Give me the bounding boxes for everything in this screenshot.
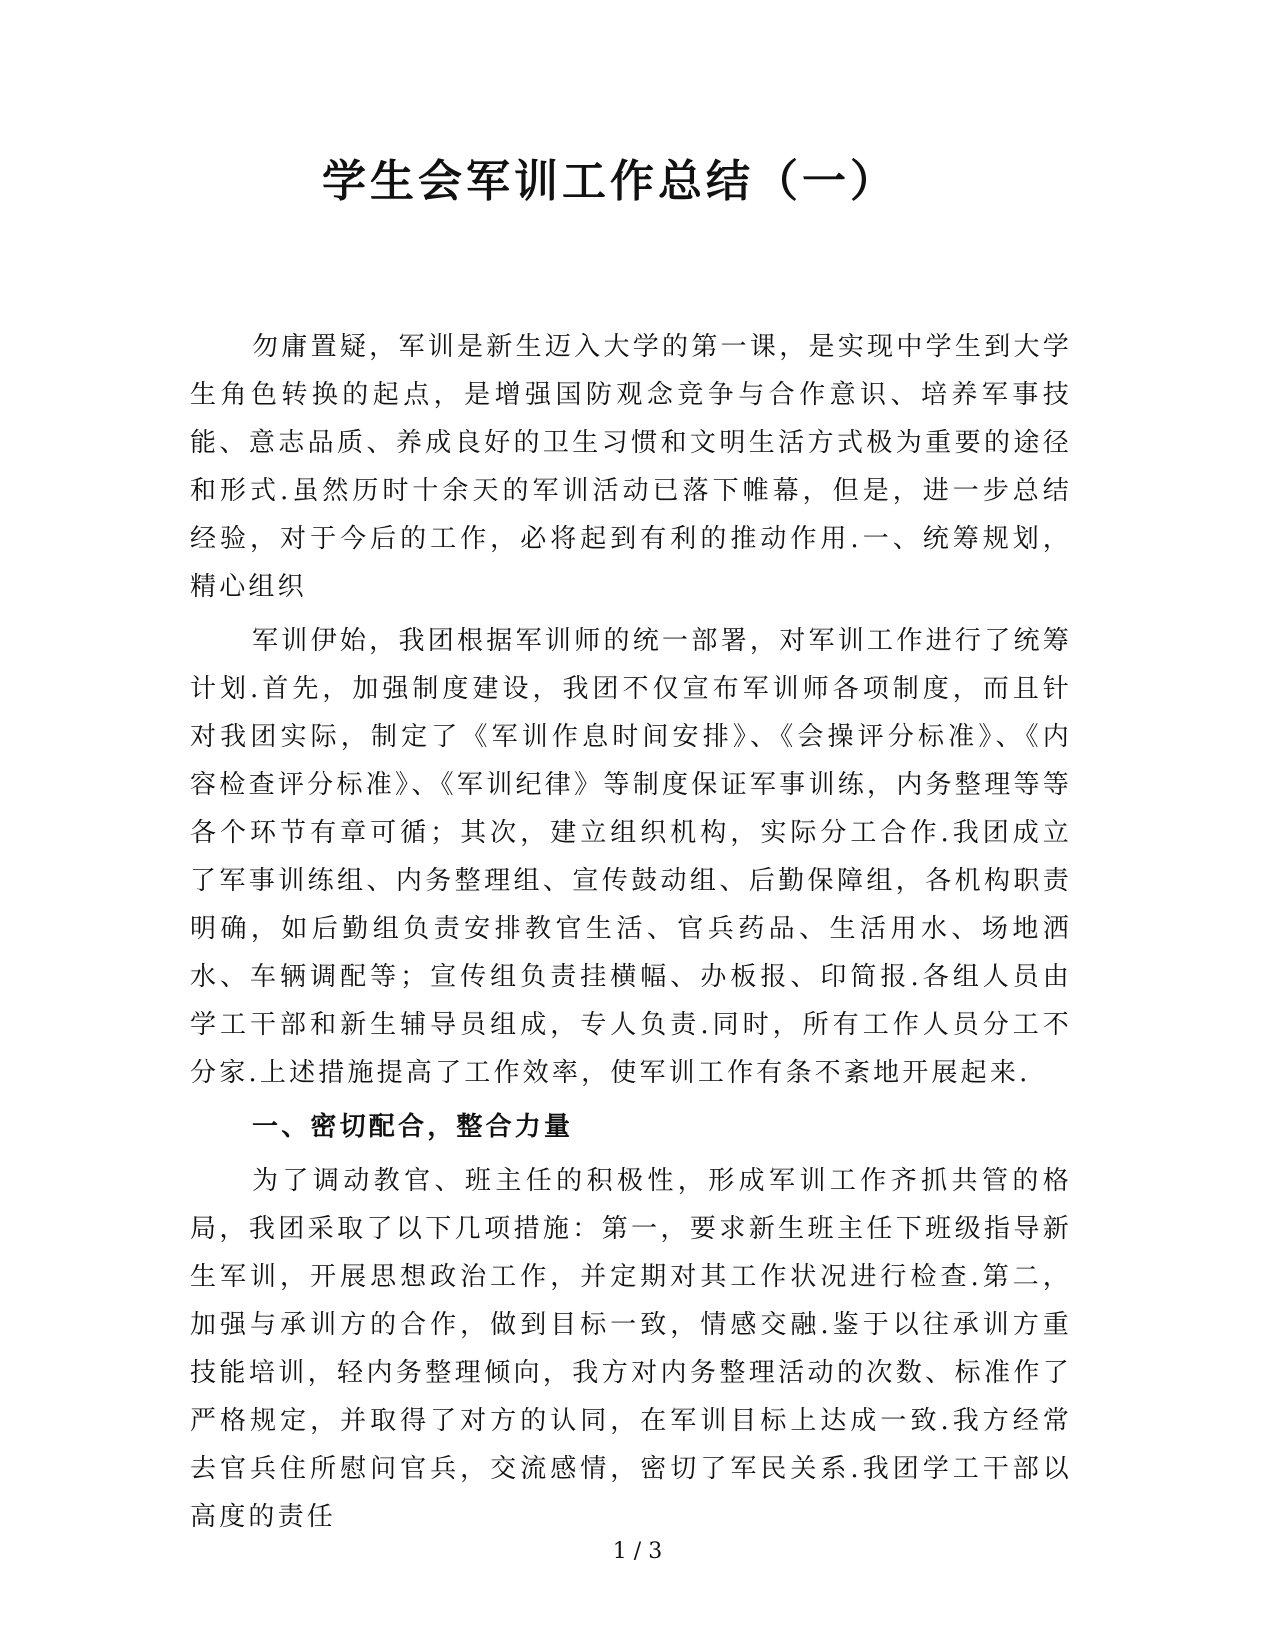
document-body [190, 323, 1072, 1547]
section-heading: 一、密切配合，整合力量 [252, 1112, 574, 1142]
paragraph-planning: 军训伊始，我团根据军训师的统一部署，对军训工作进行了统筹计划.首先，加强制度建设，我团不仅宣布军训师各项制度，而且针对我团实际，制定了《军训作息时间安排》、《会操评分标准》、《内容检查评分标准》、《军训纪律》等制度保证军事训练，内务整理等等各个环节有章可循；其次，建立组织机构，实际分工合作.我团成立了军事训练组、内务整理组、宣传鼓动组、后勤保障组，各机构职责明确，如后勤组负责安排教官生活、官兵药品、生活用水、场地洒水、车辆调配等；宣传组负责挂横幅、办板报、印简报.各组人员由学工干部和新生辅导员组成，专人负责.同时，所有工作人员分工不分家.上述措施提高了工作效率，使军训工作有条不紊地开展起来. [190, 626, 1072, 1088]
paragraph-intro: 勿庸置疑，军训是新生迈入大学的第一课，是实现中学生到大学生角色转换的起点，是增强国防观念竞争与合作意识、培养军事技能、意志品质、养成良好的卫生习惯和文明生活方式极为重要的途径和形式.虽然历时十余天的军训活动已落下帷幕，但是，进一步总结经验，对于今后的工作，必将起到有利的推动作用.一、统筹规划，精心组织 [190, 332, 1072, 602]
paragraph-cooperation: 为了调动教官、班主任的积极性，形成军训工作齐抓共管的格局，我团采取了以下几项措施：第一，要求新生班主任下班级指导新生军训，开展思想政治工作，并定期对其工作状况进行检查.第二，加强与承训方的合作，做到目标一致，情感交融.鉴于以往承训方重技能培训，轻内务整理倾向，我方对内务整理活动的次数、标准作了严格规定，并取得了对方的认同，在军训目标上达成一致.我方经常去官兵住所慰问官兵，交流感情，密切了军民关系.我团学工干部以高度的责任 [190, 1166, 1072, 1532]
page-number: 1 / 3 [612, 1539, 663, 1564]
document-title: 学生会军训工作总结（一） [322, 156, 898, 207]
